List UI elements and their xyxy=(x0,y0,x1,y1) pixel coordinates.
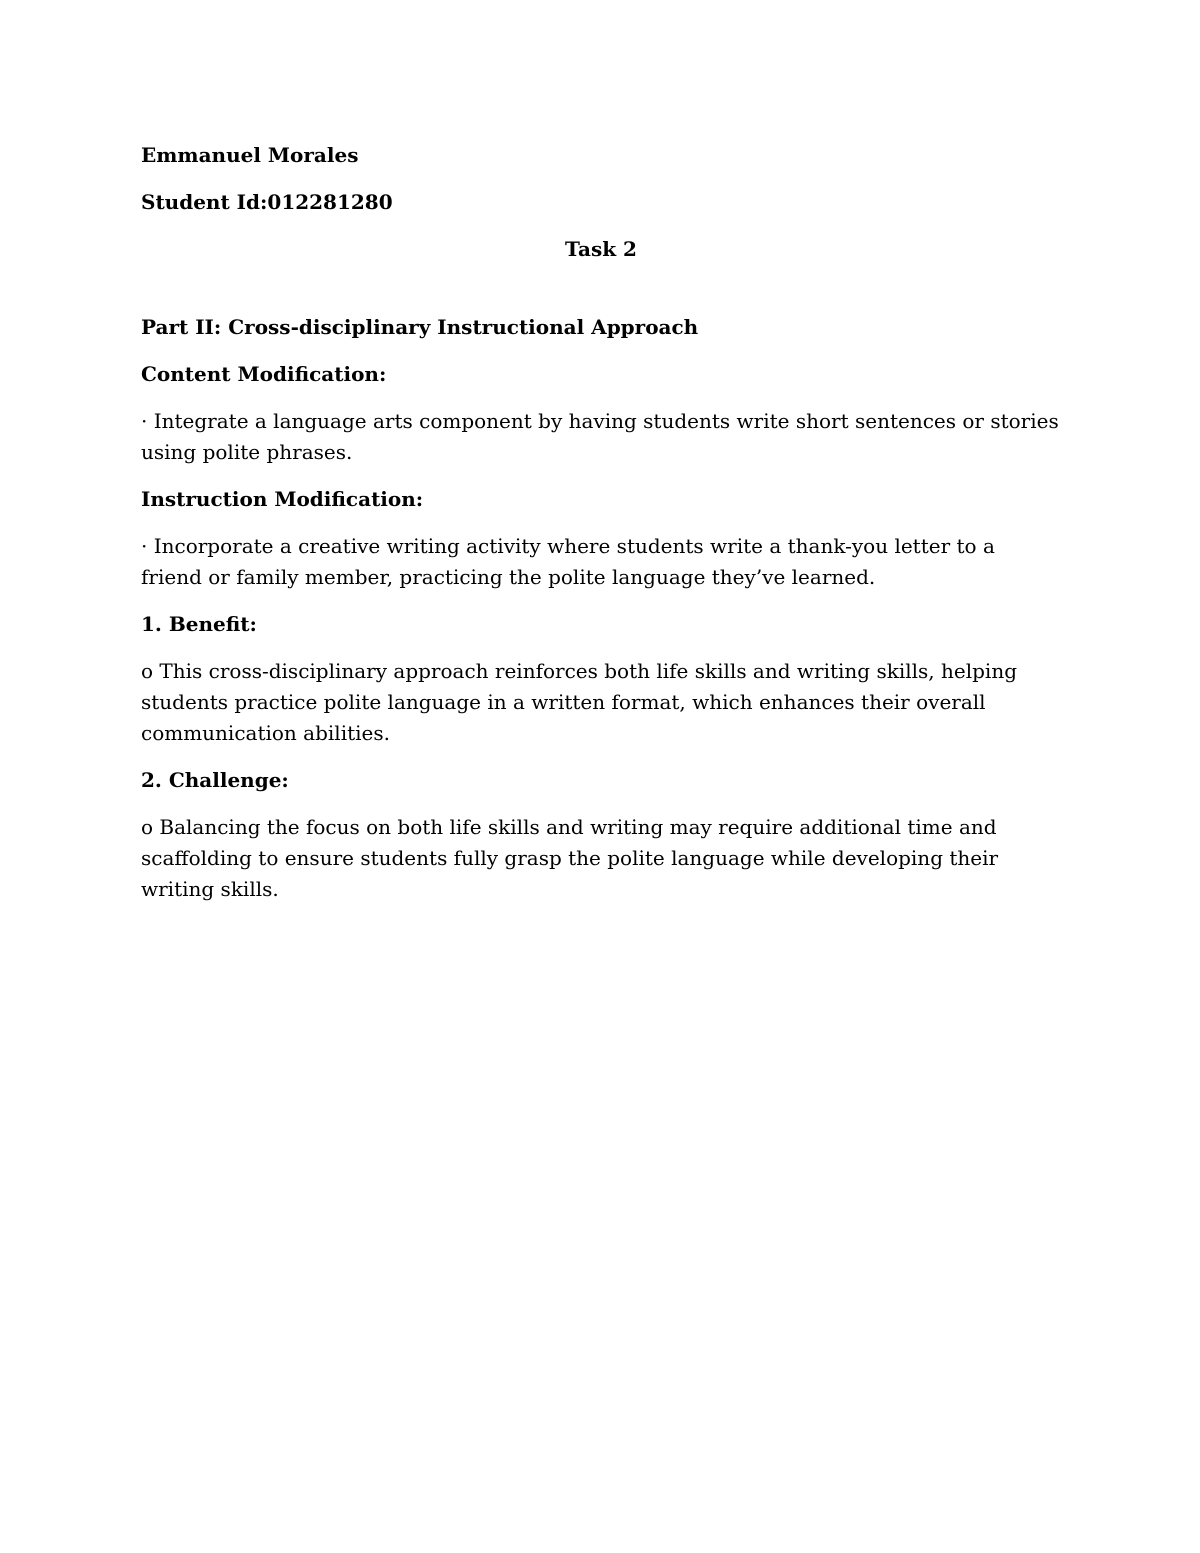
challenge-text: o Balancing the focus on both life skills and writing may require additional time and scaffolding to ensure students fully grasp the polite language while developing their writing skills. xyxy=(141,815,999,901)
content-modification-heading: Content Modification: xyxy=(141,362,387,386)
instruction-modification-heading: Instruction Modification: xyxy=(141,487,424,511)
author-name: Emmanuel Morales xyxy=(141,143,359,167)
student-id: Student Id:012281280 xyxy=(141,190,393,214)
document-content xyxy=(141,140,1061,905)
benefit-heading: 1. Benefit: xyxy=(141,612,257,636)
task-title: Task 2 xyxy=(565,237,637,261)
benefit-text: o This cross-disciplinary approach reinforces both life skills and writing skills, helping students practice polite language in a written format, which enhances their overall communication abilities. xyxy=(141,659,1017,745)
challenge-heading: 2. Challenge: xyxy=(141,768,289,792)
instruction-modification-text: · Incorporate a creative writing activity where students write a thank-you letter to a friend or family member, practicing the polite language they’ve learned. xyxy=(141,534,995,589)
part-title: Part II: Cross-disciplinary Instructional Approach xyxy=(141,315,699,339)
content-modification-text: · Integrate a language arts component by having students write short sentences or stories using polite phrases. xyxy=(141,409,1059,464)
